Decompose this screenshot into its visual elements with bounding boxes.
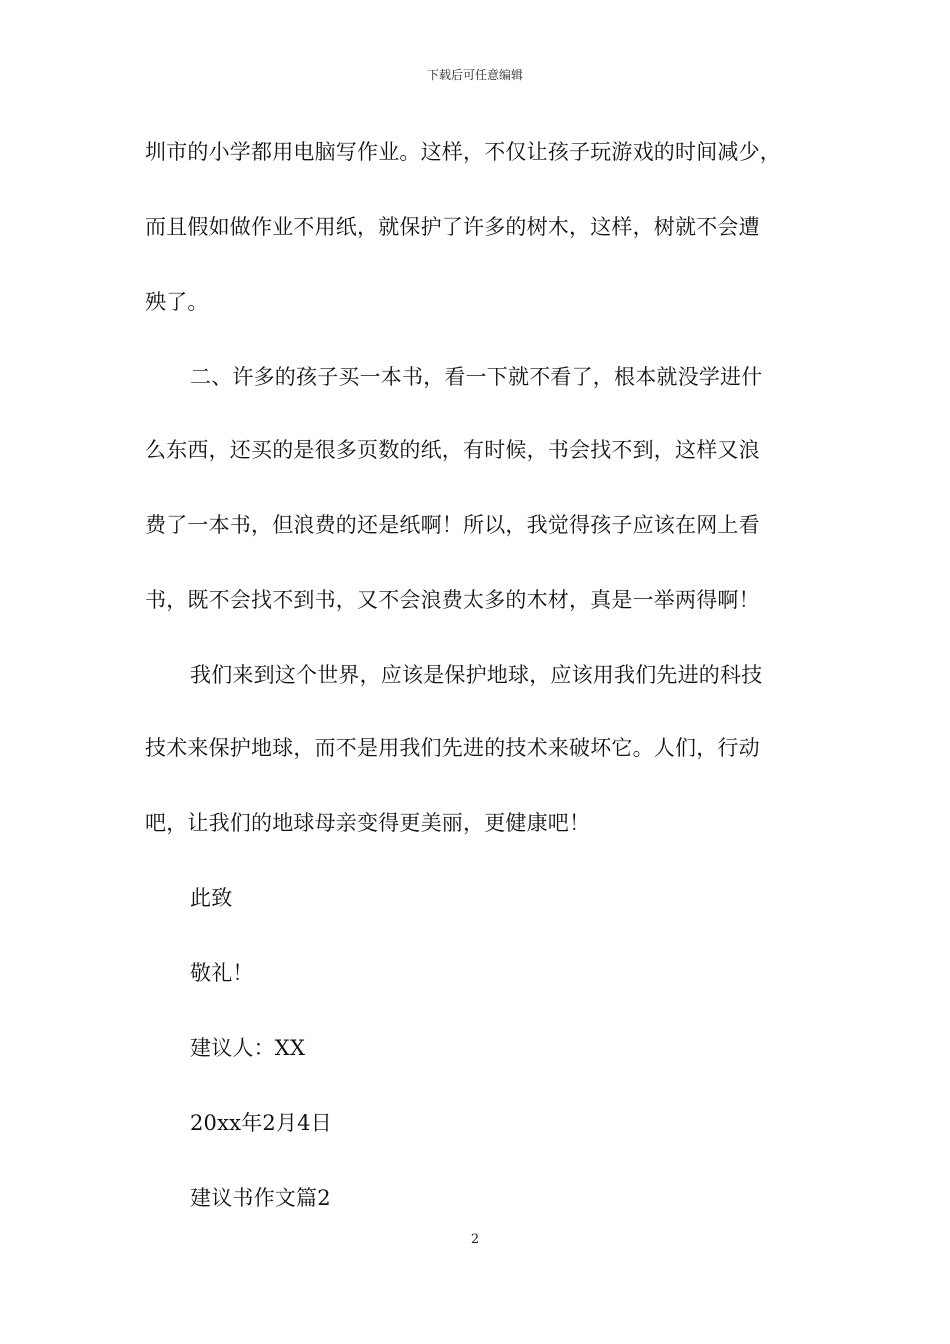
section-title: 建议书作文篇2 bbox=[190, 1186, 331, 1210]
text-line: 么东西，还买的是很多页数的纸，有时候，书会找不到，这样又浪 bbox=[145, 438, 760, 462]
text-line: 而且假如做作业不用纸，就保护了许多的树木，这样，树就不会遭 bbox=[145, 215, 760, 239]
text-line: 吧，让我们的地球母亲变得更美丽，更健康吧！ bbox=[145, 811, 591, 835]
text-line: 圳市的小学都用电脑写作业。这样，不仅让孩子玩游戏的时间减少， bbox=[145, 140, 781, 164]
paragraph-start-line: 二、许多的孩子买一本书，看一下就不看了，根本就没学进什 bbox=[190, 365, 763, 389]
paragraph-start-line: 我们来到这个世界，应该是保护地球，应该用我们先进的科技 bbox=[190, 663, 763, 687]
closing-regards: 敬礼！ bbox=[190, 961, 254, 985]
text-line: 技术来保护地球，而不是用我们先进的技术来破坏它。人们，行动 bbox=[145, 736, 760, 760]
page-number: 2 bbox=[470, 1232, 480, 1247]
text-line: 费了一本书，但浪费的还是纸啊！所以，我觉得孩子应该在网上看 bbox=[145, 513, 760, 537]
closing-salutation: 此致 bbox=[190, 886, 233, 910]
text-line: 殃了。 bbox=[145, 290, 209, 314]
text-line: 书，既不会找不到书，又不会浪费太多的木材，真是一举两得啊！ bbox=[145, 588, 760, 612]
signature-line: 建议人：XX bbox=[190, 1036, 306, 1060]
date-line: 20xx年2月4日 bbox=[190, 1111, 332, 1135]
page-header: 下载后可任意编辑 bbox=[426, 68, 523, 82]
